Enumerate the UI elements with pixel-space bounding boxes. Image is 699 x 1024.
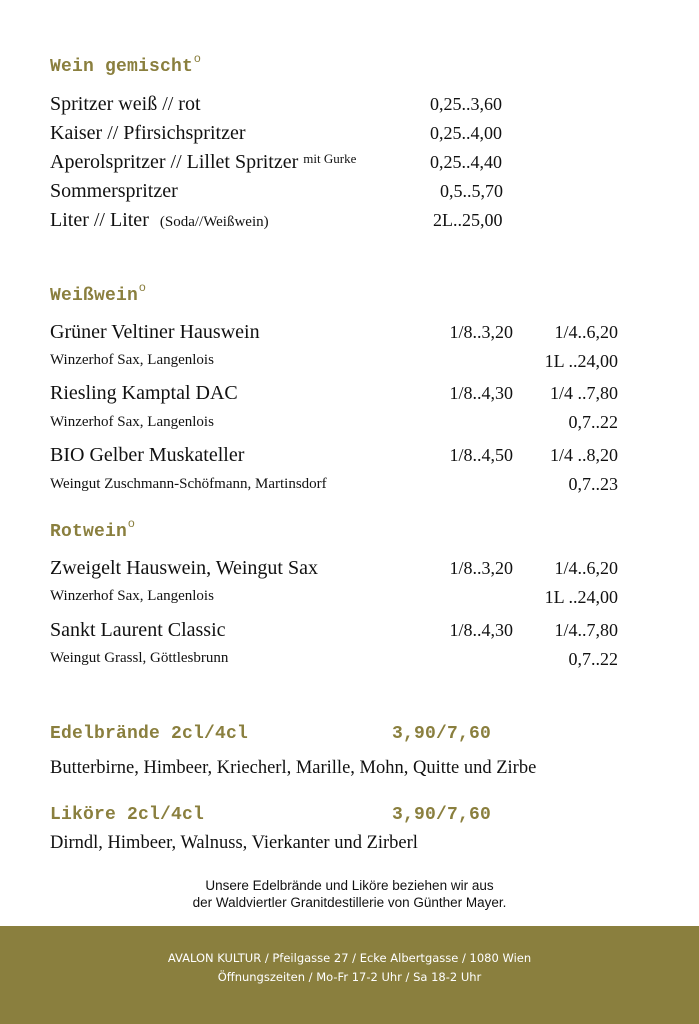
wine-producer: Winzerhof Sax, Langenlois xyxy=(50,352,214,368)
wine-price-quarter: 1/4..7,80 xyxy=(554,620,618,640)
wine-price-bottle: 1L ..24,00 xyxy=(544,587,618,607)
menu-item-price: 0,25..3,60 xyxy=(430,94,502,114)
menu-item-note: (Soda//Weißwein) xyxy=(159,214,269,230)
info-line-2: der Waldviertler Granitdestillerie von Günther Mayer. xyxy=(192,895,507,910)
wine-price-quarter: 1/4 ..7,80 xyxy=(549,383,618,403)
section-heading-edelbraende: Edelbrände 2cl/4cl xyxy=(50,724,249,744)
section-title: Weißwein xyxy=(50,286,139,306)
wine-producer: Weingut Zuschmann-Schöfmann, Martinsdorf xyxy=(50,476,327,492)
section-title: Wein gemischt xyxy=(50,57,194,77)
wine-price-bottle: 0,7..22 xyxy=(568,649,618,669)
menu-item-price: 0,25..4,40 xyxy=(430,152,502,172)
wine-producer: Weingut Grassl, Göttlesbrunn xyxy=(50,650,229,666)
wine-name: Riesling Kamptal DAC xyxy=(50,382,238,404)
section-heading-weisswein xyxy=(50,280,146,306)
wine-producer: Winzerhof Sax, Langenlois xyxy=(50,414,214,430)
wine-price-eighth: 1/8..4,30 xyxy=(449,383,513,403)
section-price: 3,90/7,60 xyxy=(392,805,492,825)
menu-item-name: Kaiser // Pfirsichspritzer xyxy=(50,122,246,144)
footer-hours: Öffnungszeiten / Mo-Fr 17-2 Uhr / Sa 18-2 Uhr xyxy=(217,970,482,984)
menu-item-price: 0,25..4,00 xyxy=(430,123,502,143)
degree-circle-icon: o xyxy=(194,51,201,65)
wine-name: Zweigelt Hauswein, Weingut Sax xyxy=(50,557,318,579)
section-title: Rotwein xyxy=(50,522,128,542)
item-name-text: Liter // Liter xyxy=(50,209,149,231)
wine-price-bottle: 1L ..24,00 xyxy=(544,351,618,371)
menu-item-name: Sommerspritzer xyxy=(50,180,178,202)
menu-item-price: 0,5..5,70 xyxy=(440,181,503,201)
wine-name: BIO Gelber Muskateller xyxy=(50,444,245,466)
wine-price-eighth: 1/8..3,20 xyxy=(449,558,513,578)
wine-price-bottle: 0,7..23 xyxy=(568,474,618,494)
menu-item-name: Spritzer weiß // rot xyxy=(50,93,201,115)
wine-name: Sankt Laurent Classic xyxy=(50,619,226,641)
wine-price-quarter: 1/4..6,20 xyxy=(554,558,618,578)
wine-price-bottle: 0,7..22 xyxy=(568,412,618,432)
item-name-text: Aperolspritzer // Lillet Spritzer xyxy=(50,151,299,173)
info-line-1: Unsere Edelbrände und Liköre beziehen wir aus xyxy=(205,878,494,893)
wine-price-eighth: 1/8..3,20 xyxy=(449,322,513,342)
section-heading-rotwein xyxy=(50,516,135,542)
wine-price-eighth: 1/8..4,30 xyxy=(449,620,513,640)
wine-price-eighth: 1/8..4,50 xyxy=(449,445,513,465)
wine-price-quarter: 1/4..6,20 xyxy=(554,322,618,342)
wine-name: Grüner Veltiner Hauswein xyxy=(50,321,260,343)
wine-price-quarter: 1/4 ..8,20 xyxy=(549,445,618,465)
menu-item-note: mit Gurke xyxy=(303,151,357,166)
degree-circle-icon: o xyxy=(128,516,135,530)
section-heading-wein-gemischt xyxy=(50,51,201,77)
spirits-list: Butterbirne, Himbeer, Kriecherl, Marille, Mohn, Quitte und Zirbe xyxy=(50,758,537,778)
degree-circle-icon: o xyxy=(139,280,146,294)
menu-item-price: 2L..25,00 xyxy=(433,210,503,230)
menu-item-name xyxy=(50,209,269,232)
wine-producer: Winzerhof Sax, Langenlois xyxy=(50,588,214,604)
section-heading-likoere: Liköre 2cl/4cl xyxy=(50,805,205,825)
section-price: 3,90/7,60 xyxy=(392,724,492,744)
footer-address: AVALON KULTUR / Pfeilgasse 27 / Ecke Albertgasse / 1080 Wien xyxy=(167,951,532,965)
liqueur-list: Dirndl, Himbeer, Walnuss, Vierkanter und Zirberl xyxy=(50,833,418,853)
menu-item-name xyxy=(50,151,356,174)
